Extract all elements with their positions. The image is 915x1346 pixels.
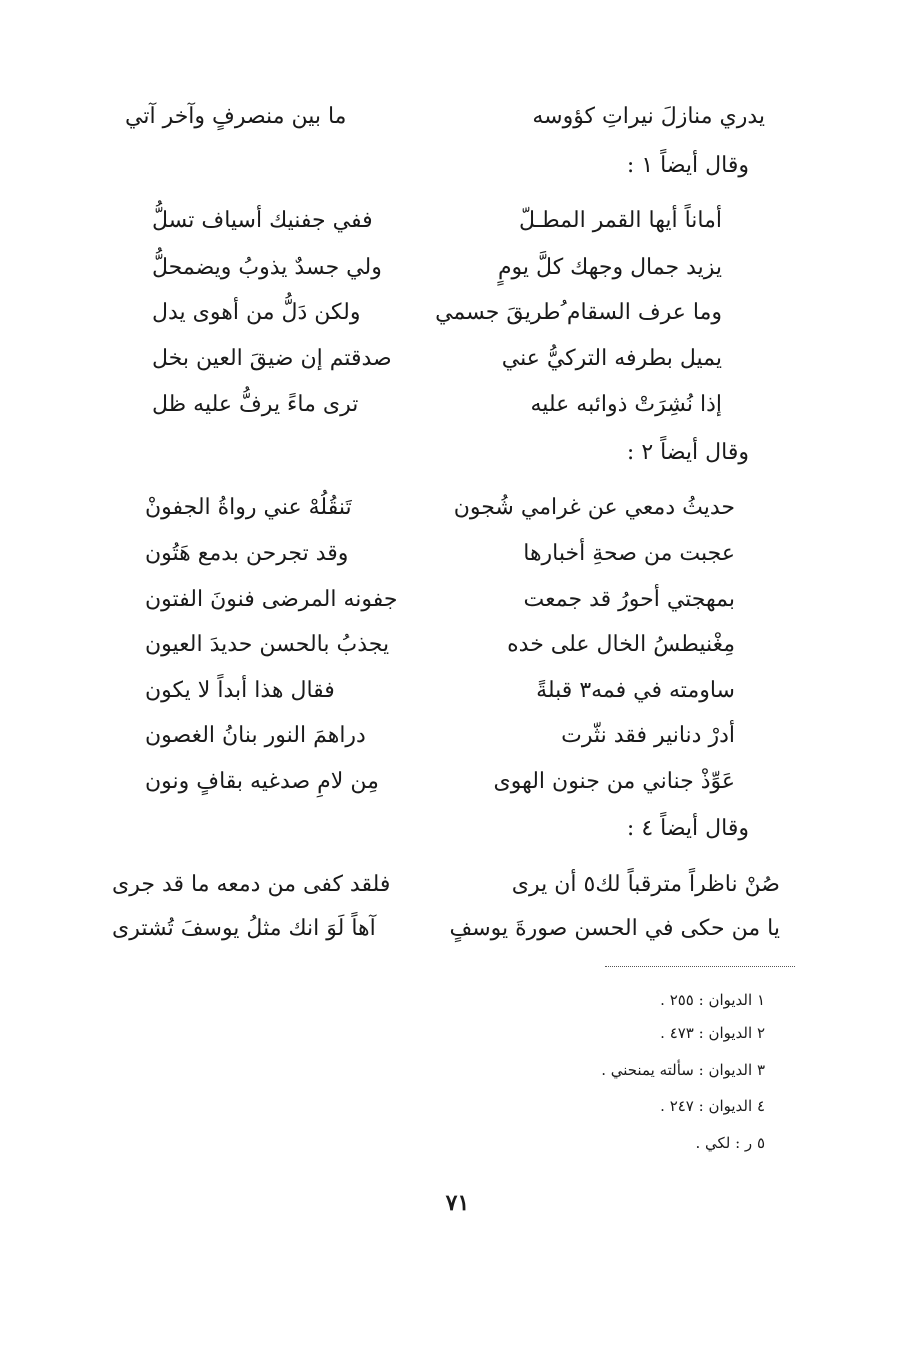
section-heading: وقال أيضاً ٢ : [626,440,749,465]
verse-left-hemistich: ففي جفنيك أسياف تسلُّ [152,208,373,233]
verse-right-hemistich: أدرْ دنانير فقد نثّرت [561,723,735,748]
verse-line [125,106,765,128]
verse-right-hemistich: عَوِّذْ جناني من جنون الهوى [493,769,735,794]
verse-left-hemistich: ما بين منصرفٍ وآخر آتي [125,104,347,129]
verse-line [145,680,735,702]
verse-line [145,543,735,565]
verse-left-hemistich: ولي جسدٌ يذوبُ ويضمحلُّ [152,255,382,280]
footnote-separator [605,966,795,967]
verse-left-hemistich: وقد تجرحن بدمع هَتُون [145,541,349,566]
footnote: ٣ الديوان : سألته يمنحني . [601,1061,765,1079]
verse-right-hemistich: أماناً أيها القمر المطـلّ [519,208,722,233]
verse-right-hemistich: إذا نُشِرَتْ ذوائبه عليه [530,392,722,417]
verse-right-hemistich: يميل بطرفه التركيُّ عني [501,346,722,371]
verse-right-hemistich: عجبت من صحةِ أخبارها [523,541,735,566]
page-number: ٧١ [445,1190,470,1216]
verse-left-hemistich: ولكن دَلُّ من أهوى يدل [152,300,361,325]
verse-line [145,497,735,519]
verse-right-hemistich: يزيد جمال وجهك كلَّ يومٍ [497,255,722,280]
verse-right-hemistich: يدري منازلَ نيراتِ كؤوسه [532,104,765,129]
verse-left-hemistich: صدقتم إن ضيقَ العين بخل [152,346,392,371]
verse-left-hemistich: ترى ماءً يرفُّ عليه ظل [152,392,359,417]
verse-line [112,874,780,896]
verse-left-hemistich: مِن لامِ صدغيه بقافٍ ونون [145,769,379,794]
verse-line [152,257,722,279]
verse-right-hemistich: ساومته في فمه٣ قبلةً [536,678,735,703]
footnote: ٤ الديوان : ٢٤٧ . [660,1097,765,1115]
verse-line [152,210,722,232]
verse-line [145,725,735,747]
verse-right-hemistich: مِغْنيطسُ الخال على خده [507,632,735,657]
footnote: ٢ الديوان : ٤٧٣ . [660,1024,765,1042]
verse-left-hemistich: جفونه المرضى فنونَ الفتون [145,587,398,612]
verse-line [152,348,722,370]
footnote: ٥ ر : لكي . [695,1134,765,1152]
section-heading: وقال أيضاً ٤ : [626,816,749,841]
verse-right-hemistich: يا من حكى في الحسن صورةَ يوسفٍ [449,916,780,941]
verse-left-hemistich: آهاً لَوَ انك مثلُ يوسفَ تُشترى [112,916,376,941]
verse-left-hemistich: تَنقُلُهْ عني رواةُ الجفونْ [145,495,352,520]
verse-line [145,589,735,611]
verse-line [145,634,735,656]
verse-line [112,918,780,940]
verse-right-hemistich: وما عرف السقام ُطريقَ جسمي [435,300,722,325]
verse-line [152,394,722,416]
verse-right-hemistich: بمهجتي أحورُ قد جمعت [523,587,735,612]
verse-left-hemistich: فلقد كفى من دمعه ما قد جرى [112,872,391,897]
verse-left-hemistich: يجذبُ بالحسن حديدَ العيون [145,632,390,657]
verse-left-hemistich: فقال هذا أبداً لا يكون [145,678,335,703]
verse-left-hemistich: دراهمَ النور بنانُ الغصون [145,723,366,748]
footnote: ١ الديوان : ٢٥٥ . [660,991,765,1009]
verse-right-hemistich: صُنْ ناظراً مترقباً لك٥ أن يرى [511,872,780,897]
verse-line [145,771,735,793]
verse-line [152,302,722,324]
verse-right-hemistich: حديثُ دمعي عن غرامي شُجون [453,495,735,520]
section-heading: وقال أيضاً ١ : [626,153,749,178]
